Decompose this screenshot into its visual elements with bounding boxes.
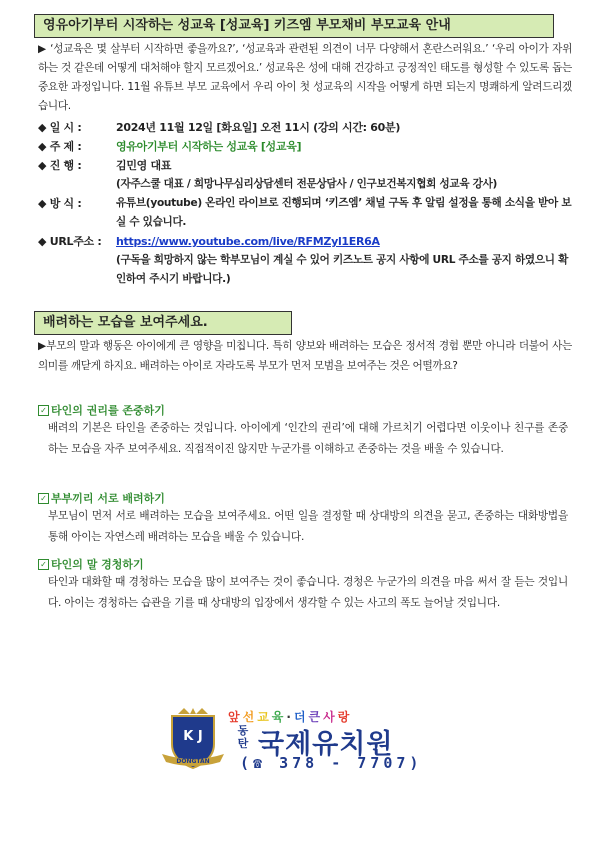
date-label: ◆ 일 시 :	[38, 121, 82, 134]
url-label: ◆ URL주소 :	[38, 235, 102, 248]
slogan-char: 큰	[308, 710, 324, 724]
section-body: 타인과 대화할 때 경청하는 모습을 많이 보여주는 것이 좋습니다. 경청은 누군가의 의견을 마음 써서 잘 듣는 것입니다. 아이는 경청하는 습관을 기를 때 상대방의 입장에서 생각할 수 있는 사고의 폭도 늘어날 것입니다.	[48, 576, 568, 609]
method-row	[38, 194, 116, 213]
slogan-char: ·	[286, 710, 294, 724]
intro-paragraph: ▶ ‘성교육은 몇 살부터 시작하면 좋을까요?’, ‘성교육과 관련된 의견이 너무 다양해서 혼란스러워요.’ ‘우리 아이가 자위하는 것 같은데 어떻게 대처해야 할지 모르겠어요.’ 성교육은 성에 대해 건강하고 긍정적인 태도를 형성할 수 있도록 돕는 중요한 과정입니다. 11월 유튜브 부모 교육에서 우리 아이 첫 성교육의 시작을 어떻게 하면 되는지 명쾌하게 알려드리겠습니다.	[38, 43, 572, 112]
slogan-char: 교	[257, 710, 272, 724]
topic-row	[38, 137, 301, 156]
section-heading	[38, 490, 165, 506]
method-value: 유튜브(youtube) 온라인 라이브로 진행되며 ‘키즈엠’ 채널 구독 후 알림 설정을 통해 소식을 받아 보실 수 있습니다.	[116, 197, 572, 228]
section-heading	[38, 402, 165, 418]
slogan-char: 랑	[337, 710, 353, 724]
slogan-char: 육	[271, 710, 287, 724]
date-row	[38, 118, 400, 137]
section-heading-text: 타인의 말 경청하기	[51, 558, 144, 571]
slogan-char: 앞	[228, 710, 243, 724]
checkbox-icon: ✓	[38, 405, 49, 416]
section-heading	[38, 556, 144, 572]
method-label: ◆ 방 식 :	[38, 197, 82, 210]
url-row	[38, 232, 380, 251]
emblem-banner: DONGTAN	[176, 758, 210, 765]
phone-number: (☎ 378 - 7707)	[240, 754, 423, 772]
checkbox-icon: ✓	[38, 559, 49, 570]
page-title: 영유아기부터 시작하는 성교육 [성교육] 키즈엠 부모채비 부모교육 안내	[34, 14, 554, 38]
host-row	[38, 156, 171, 175]
section-body: 부모님이 먼저 서로 배려하는 모습을 보여주세요. 어떤 일을 결정할 때 상대방의 의견을 묻고, 존중하는 대화방법을 통해 아이는 자연스레 배려하는 모습을 배울 수 있습니다.	[48, 510, 568, 543]
kindergarten-emblem-icon	[160, 706, 226, 772]
section-heading-text: 부부끼리 서로 배려하기	[51, 492, 165, 505]
host-detail: (자주스쿨 대표 / 희망나무심리상담센터 전문상담사 / 인구보건복지협회 성교육 강사)	[116, 178, 498, 190]
dongtan-label: 동 탄	[237, 724, 249, 750]
url-note: (구독을 희망하지 않는 학부모님이 계실 수 있어 키즈노트 공지 사항에 URL 주소를 공지 하였으니 확인하여 주시기 바랍니다.)	[116, 254, 569, 285]
slogan-char: 선	[242, 710, 258, 724]
intro2-paragraph: ▶부모의 말과 행동은 아이에게 큰 영향을 미칩니다. 특히 양보와 배려하는 모습은 정서적 경험 뿐만 아니라 더불어 사는 의미를 깨닫게 하지요. 배려하는 아이로 자라도록 부모가 먼저 모범을 보여주는 것은 어떨까요?	[38, 340, 572, 372]
host-label: ◆ 진 행 :	[38, 159, 82, 172]
slogan-char: 더	[293, 710, 309, 724]
date-value: 2024년 11월 12일 [화요일] 오전 11시 (강의 시간: 60분)	[116, 121, 401, 134]
checkbox-icon: ✓	[38, 493, 49, 504]
slogan-char: 사	[323, 710, 338, 724]
host-value: 김민영 대표	[116, 159, 172, 172]
topic-label: ◆ 주 제 :	[38, 140, 82, 153]
section-heading-text: 타인의 권리를 존중하기	[51, 404, 165, 417]
section-body: 배려의 기본은 타인을 존중하는 것입니다. 아이에게 ‘인간의 권리’에 대해 가르치기 어렵다면 이웃이나 친구를 존중하는 모습을 자주 보여주세요. 직접적이진 않지만 누군가를 이해하고 존중하는 것을 배울 수 있습니다.	[48, 422, 568, 455]
url-link[interactable]: https://www.youtube.com/live/RFMZyl1ER6A	[116, 235, 380, 248]
topic-value: 영유아기부터 시작하는 성교육 [성교육]	[116, 140, 302, 153]
kindergarten-name: 국제유치원	[258, 729, 394, 760]
section-title: 배려하는 모습을 보여주세요.	[34, 311, 292, 335]
emblem-letters: K J	[183, 729, 203, 744]
